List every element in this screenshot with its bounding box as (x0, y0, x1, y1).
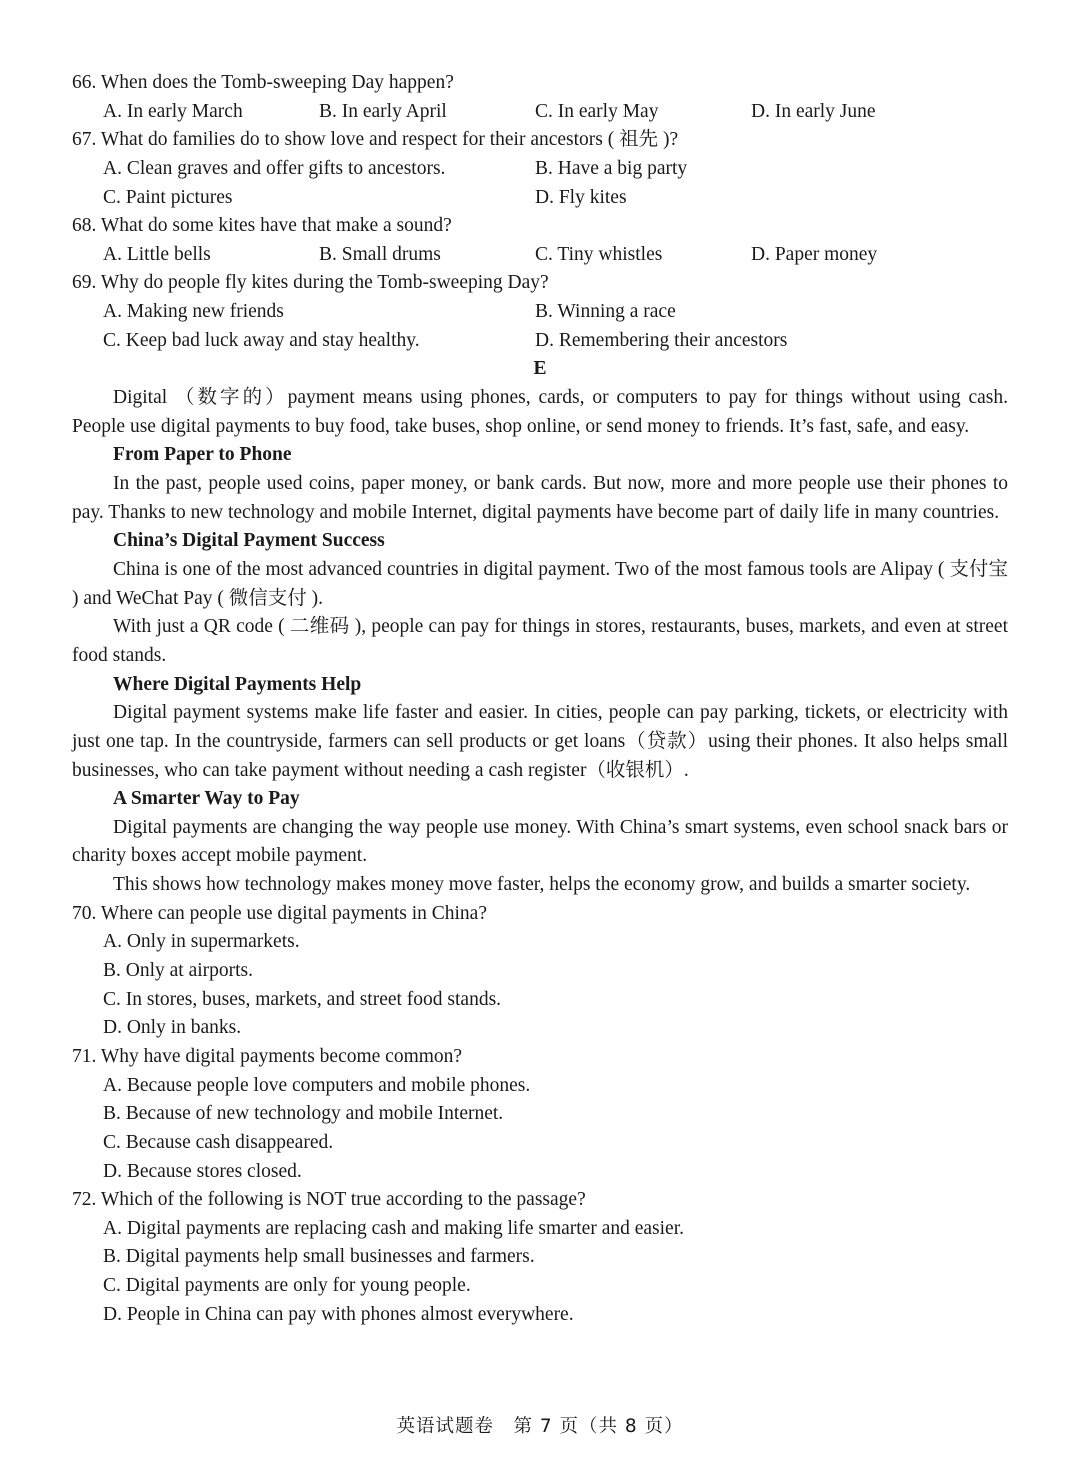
option-a: A. Making new friends (103, 301, 284, 323)
option-b: B. Small drums (319, 243, 441, 265)
options-row (72, 298, 1008, 327)
option-c: C. Paint pictures (103, 186, 233, 208)
question-71 (72, 1043, 1008, 1186)
option-b: B. In early April (319, 100, 447, 122)
options-row (72, 98, 1008, 127)
option-c: C. Because cash disappeared. (103, 1131, 334, 1153)
passage-e (72, 355, 1008, 899)
option-d: D. Because stores closed. (103, 1160, 302, 1182)
question-67 (72, 126, 1008, 212)
option-d: D. Paper money (751, 243, 878, 265)
section-paragraph: Digital payments are changing the way people use money. With China’s smart systems, even school snack bars or charity boxes accept mobile payment. (72, 816, 1008, 867)
option-b: B. Only at airports. (103, 960, 254, 982)
options-row (72, 155, 1008, 184)
option-b: B. Winning a race (535, 301, 676, 323)
option-d: D. Remembering their ancestors (535, 329, 788, 351)
question-stem: 66. When does the Tomb-sweeping Day happen? (72, 72, 454, 93)
section-paragraph: With just a QR code ( 二维码 ), people can pay for things in stores, restaurants, buses, markets, and even at street food stands. (72, 616, 1008, 666)
option-d: D. Fly kites (535, 186, 627, 208)
question-stem: 69. Why do people fly kites during the Tomb-sweeping Day? (72, 272, 549, 294)
options-row (72, 184, 1008, 213)
question-72 (72, 1186, 1008, 1329)
question-70 (72, 900, 1008, 1043)
options-row (72, 327, 1008, 356)
question-stem: 68. What do some kites have that make a sound? (72, 215, 452, 237)
question-66 (72, 69, 1008, 126)
option-c: C. Keep bad luck away and stay healthy. (103, 329, 420, 351)
option-b: B. Have a big party (535, 157, 688, 179)
option-a: A. Little bells (103, 243, 211, 265)
option-b: B. Because of new technology and mobile Internet. (103, 1103, 504, 1125)
option-a: A. Because people love computers and mobile phones. (103, 1074, 531, 1096)
option-a: A. Digital payments are replacing cash and making life smarter and easier. (103, 1217, 684, 1239)
question-stem: 67. What do families do to show love and respect for their ancestors ( 祖先 )? (72, 129, 679, 151)
section-heading: Where Digital Payments Help (113, 673, 362, 695)
page-footer: 英语试题卷 第 7 页（共 8 页） (396, 1416, 684, 1437)
question-stem: 72. Which of the following is NOT true according to the passage? (72, 1189, 586, 1211)
option-a: A. In early March (103, 100, 243, 122)
section-heading: From Paper to Phone (113, 444, 292, 466)
section-paragraph: Digital payment systems make life faster and easier. In cities, people can pay parking, tickets, or electricity with just one tap. In the countryside, farmers can sell products or get loans（贷款）using their phones. It also helps small businesses, who can take payment without needing a cash register（收银机）. (72, 702, 1008, 781)
passage-intro: Digital （数字的）payment means using phones, cards, or computers to pay for things without using cash. People use digital payments to buy food, take buses, shop online, or send money to friends. It’s fast, safe, and easy. (72, 387, 1008, 437)
question-stem: 70. Where can people use digital payments in China? (72, 902, 487, 924)
section-heading: A Smarter Way to Pay (113, 788, 300, 810)
option-a: A. Only in supermarkets. (103, 931, 300, 953)
section-heading: China’s Digital Payment Success (113, 530, 385, 552)
section-paragraph: China is one of the most advanced countries in digital payment. Two of the most famous tools are Alipay ( 支付宝 ) and WeChat Pay ( 微信支付 ). (72, 558, 1008, 609)
option-c: C. In stores, buses, markets, and street food stands. (103, 988, 502, 1010)
question-68 (72, 212, 1008, 269)
option-c: C. In early May (535, 100, 659, 122)
section-paragraph: In the past, people used coins, paper money, or bank cards. But now, more and more people use their phones to pay. Thanks to new technology and mobile Internet, digital payments have become part of daily life in many countries. (72, 473, 1008, 523)
options-row (72, 241, 1008, 270)
option-a: A. Clean graves and offer gifts to ancestors. (103, 157, 446, 179)
option-c: C. Digital payments are only for young people. (103, 1275, 471, 1297)
option-d: D. Only in banks. (103, 1017, 242, 1039)
option-b: B. Digital payments help small businesses and farmers. (103, 1246, 535, 1268)
page-content (72, 69, 1008, 1329)
question-69 (72, 269, 1008, 355)
option-d: D. In early June (751, 100, 876, 122)
option-d: D. People in China can pay with phones almost everywhere. (103, 1303, 574, 1325)
option-c: C. Tiny whistles (535, 243, 663, 265)
passage-label: E (533, 358, 547, 380)
section-paragraph: This shows how technology makes money move faster, helps the economy grow, and builds a smarter society. (113, 874, 971, 896)
question-stem: 71. Why have digital payments become common? (72, 1046, 463, 1067)
